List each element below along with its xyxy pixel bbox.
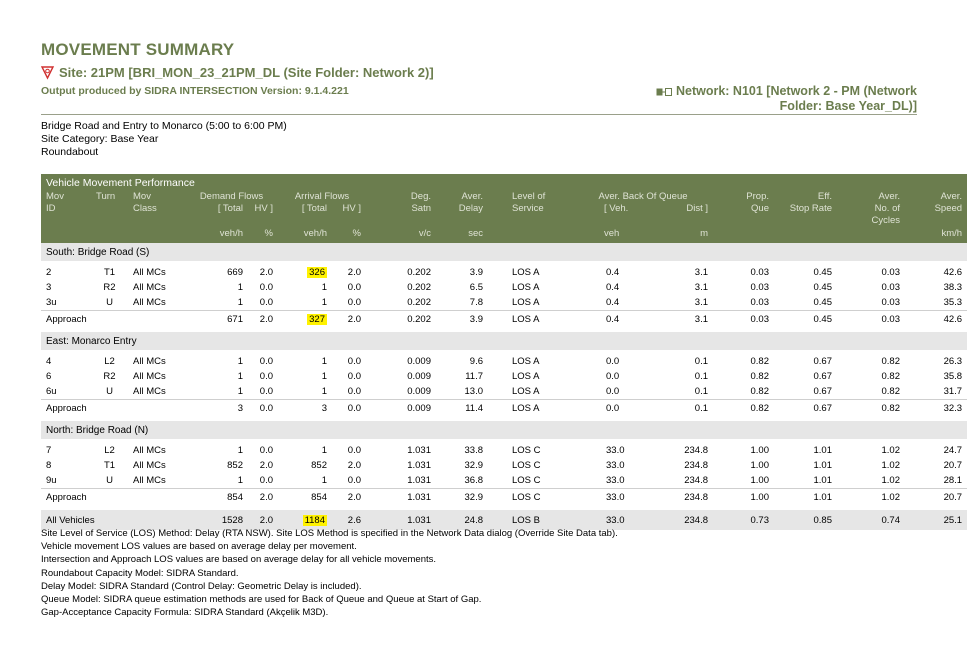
demand-total: 1	[237, 475, 243, 486]
los: LOS A	[512, 297, 540, 308]
speed: 28.1	[943, 475, 963, 486]
unit-demand-hv: %	[248, 227, 278, 243]
mov-id: 6u	[46, 386, 57, 397]
speed: 42.6	[905, 311, 967, 329]
header-delay-2: Delay	[436, 203, 488, 215]
speed: 35.8	[943, 371, 963, 382]
demand-hv: 2.0	[248, 489, 278, 507]
arrival-total-highlight: 327	[309, 314, 325, 325]
arrival-hv: 2.0	[332, 489, 366, 507]
note-line: Vehicle movement LOS values are based on average delay per movement.	[41, 541, 357, 553]
queue-veh: 33.0	[566, 489, 641, 507]
turn: T1	[103, 267, 116, 278]
header-stop-rate: Stop Rate	[774, 203, 837, 215]
demand-total: 1	[237, 445, 243, 456]
approach-name: South: Bridge Road (S)	[41, 243, 967, 261]
note-line: Site Level of Service (LOS) Method: Delay (RTA NSW). Site LOS Method is specified in the Network Data dialog (Override Site Data tab).	[41, 528, 618, 539]
speed: 26.3	[943, 356, 963, 367]
network-icon	[656, 88, 672, 96]
table-row	[41, 280, 967, 295]
turn: R2	[103, 282, 116, 293]
deg-satn: 0.009	[407, 371, 431, 382]
arrival-total-cell	[278, 311, 332, 329]
delay: 11.7	[465, 371, 483, 382]
table-row	[41, 458, 967, 473]
los: LOS B	[488, 510, 566, 530]
site-title: Site: 21PM [BRI_MON_23_21PM_DL (Site Folder: Network 2)]	[59, 65, 434, 80]
header-satn: Satn	[366, 203, 436, 215]
approach-row	[41, 311, 967, 329]
queue-dist: 0.1	[641, 400, 720, 418]
demand-hv: 0.0	[259, 282, 273, 293]
delay: 7.8	[469, 297, 483, 308]
delay: 3.9	[436, 311, 488, 329]
arrival-total: 854	[278, 489, 332, 507]
queue-veh: 0.0	[606, 386, 620, 397]
cycles: 0.03	[881, 282, 900, 293]
mov-class: All MCs	[133, 267, 166, 278]
queue-veh: 0.4	[606, 282, 620, 293]
demand-hv: 0.0	[259, 356, 273, 367]
cycles: 1.02	[881, 445, 900, 456]
mov-class: All MCs	[133, 386, 166, 397]
approach-name: East: Monarco Entry	[41, 332, 967, 350]
header-queue: Aver. Back Of Queue	[566, 191, 720, 203]
speed: 31.7	[943, 386, 963, 397]
deg-satn: 0.202	[366, 311, 436, 329]
header-no-of: No. of	[837, 203, 905, 215]
stop-rate: 0.67	[774, 400, 837, 418]
arrival-hv: 0.0	[347, 445, 361, 456]
queue-dist: 0.1	[694, 356, 708, 367]
cycles: 0.82	[837, 400, 905, 418]
approach-label: Approach	[41, 489, 185, 507]
stop-rate: 0.85	[774, 510, 837, 530]
mov-id: 6	[46, 371, 52, 382]
queue-dist: 234.8	[684, 475, 708, 486]
site-type: Roundabout	[41, 146, 99, 158]
table-row	[41, 295, 967, 311]
stop-rate: 0.67	[813, 356, 832, 367]
demand-hv: 0.0	[248, 400, 278, 418]
all-vehicles-label: All Vehicles	[41, 510, 185, 530]
unit-speed: km/h	[905, 227, 967, 243]
cycles: 1.02	[881, 460, 900, 471]
cycles: 0.82	[881, 356, 900, 367]
header-turn: Turn	[91, 191, 128, 203]
delay: 11.4	[436, 400, 488, 418]
arrival-hv: 0.0	[347, 371, 361, 382]
page-title: MOVEMENT SUMMARY	[41, 40, 235, 59]
queue-dist: 234.8	[641, 489, 720, 507]
vehicle-movement-table	[41, 174, 967, 530]
delay: 6.5	[469, 282, 483, 293]
turn: U	[106, 475, 113, 486]
header-cycles-3: Cycles	[837, 215, 905, 227]
cycles: 0.03	[881, 297, 900, 308]
arrival-hv: 0.0	[347, 282, 361, 293]
deg-satn: 0.009	[407, 356, 431, 367]
demand-total: 669	[227, 267, 243, 278]
deg-satn: 0.009	[407, 386, 431, 397]
speed: 24.7	[943, 445, 963, 456]
approach-name: North: Bridge Road (N)	[41, 421, 967, 439]
los: LOS C	[512, 475, 541, 486]
header-delay: Aver.	[436, 191, 488, 203]
header-class-2: Class	[128, 203, 185, 215]
prop-que: 1.00	[750, 475, 769, 486]
demand-total: 852	[227, 460, 243, 471]
arrival-total: 1	[321, 445, 327, 456]
header-divider	[41, 114, 917, 115]
unit-demand-total: veh/h	[185, 227, 248, 243]
speed: 32.3	[905, 400, 967, 418]
arrival-hv: 0.0	[347, 475, 361, 486]
arrival-hv: 2.6	[332, 510, 366, 530]
stop-rate: 1.01	[813, 445, 832, 456]
queue-dist: 0.1	[694, 386, 708, 397]
prop-que: 0.82	[750, 356, 769, 367]
demand-total: 671	[185, 311, 248, 329]
approach-section-header	[41, 421, 967, 439]
table-row	[41, 443, 967, 458]
speed: 42.6	[943, 267, 963, 278]
mov-id: 7	[46, 445, 52, 456]
arrival-hv: 2.0	[347, 460, 361, 471]
network-label	[656, 84, 917, 114]
mov-class: All MCs	[133, 356, 166, 367]
demand-hv: 2.0	[259, 460, 273, 471]
prop-que: 0.82	[720, 400, 774, 418]
cycles: 0.03	[881, 267, 900, 278]
demand-total: 854	[185, 489, 248, 507]
table-row	[41, 354, 967, 369]
header-demand-hv: HV ]	[248, 203, 278, 215]
roundabout-site-icon	[41, 66, 54, 79]
delay: 3.9	[469, 267, 483, 278]
demand-hv: 2.0	[259, 267, 273, 278]
queue-veh: 0.0	[606, 371, 620, 382]
prop-que: 0.03	[750, 267, 769, 278]
approach-label: Approach	[41, 400, 185, 418]
cycles: 0.03	[837, 311, 905, 329]
arrival-total-highlight: 1184	[304, 514, 325, 526]
header-class: Mov	[128, 191, 185, 203]
stop-rate: 0.67	[813, 386, 832, 397]
los: LOS C	[512, 445, 541, 456]
turn: U	[106, 297, 113, 308]
turn: T1	[103, 460, 116, 471]
queue-dist: 234.8	[641, 510, 720, 530]
queue-dist: 3.1	[694, 267, 708, 278]
notes	[41, 527, 618, 619]
los: LOS A	[512, 386, 540, 397]
turn: L2	[104, 445, 115, 456]
arrival-total: 1	[321, 371, 327, 382]
arrival-total: 1	[321, 297, 327, 308]
prop-que: 1.00	[750, 445, 769, 456]
arrival-total: 852	[311, 460, 327, 471]
note-line: Gap-Acceptance Capacity Formula: SIDRA Standard (Akçelik M3D).	[41, 607, 329, 619]
demand-hv: 0.0	[259, 371, 273, 382]
header-que: Que	[720, 203, 774, 215]
site-line	[41, 65, 434, 80]
output-line: Output produced by SIDRA INTERSECTION Version: 9.1.4.221	[41, 85, 349, 97]
speed: 20.7	[943, 460, 963, 471]
arrival-hv: 0.0	[347, 356, 361, 367]
demand-total: 1	[237, 356, 243, 367]
arrival-total-highlight: 326	[309, 267, 325, 278]
arrival-total: 1	[321, 475, 327, 486]
stop-rate: 1.01	[774, 489, 837, 507]
queue-dist: 234.8	[684, 460, 708, 471]
cycles: 1.02	[881, 475, 900, 486]
prop-que: 1.00	[750, 460, 769, 471]
prop-que: 0.73	[720, 510, 774, 530]
speed: 20.7	[905, 489, 967, 507]
queue-veh: 33.0	[566, 510, 641, 530]
header-cycles: Aver.	[837, 191, 905, 203]
header-prop: Prop.	[720, 191, 774, 203]
demand-hv: 0.0	[259, 475, 273, 486]
queue-veh: 0.4	[606, 267, 620, 278]
prop-que: 0.03	[750, 282, 769, 293]
stop-rate: 0.45	[813, 267, 832, 278]
approach-section-header	[41, 243, 967, 261]
los: LOS A	[512, 371, 540, 382]
demand-total: 1	[237, 297, 243, 308]
queue-dist: 3.1	[694, 282, 708, 293]
table-row	[41, 265, 967, 280]
demand-hv: 0.0	[259, 386, 273, 397]
mov-id: 8	[46, 460, 52, 471]
turn: R2	[103, 371, 116, 382]
cycles: 0.82	[881, 386, 900, 397]
site-description: Bridge Road and Entry to Monarco (5:00 to 6:00 PM)	[41, 120, 287, 132]
turn: U	[106, 386, 113, 397]
approach-section-header	[41, 332, 967, 350]
los: LOS C	[512, 460, 541, 471]
header-arrival-hv: HV ]	[332, 203, 366, 215]
stop-rate: 1.01	[813, 475, 832, 486]
arrival-hv: 0.0	[332, 400, 366, 418]
demand-total: 1	[237, 371, 243, 382]
header-service: Service	[488, 203, 566, 215]
table-title: Vehicle Movement Performance	[41, 174, 967, 191]
approach-row	[41, 489, 967, 507]
unit-arrival-total: veh/h	[278, 227, 332, 243]
los: LOS A	[512, 282, 540, 293]
demand-total: 3	[185, 400, 248, 418]
delay: 13.0	[464, 386, 483, 397]
mov-id: 2	[46, 267, 52, 278]
demand-hv: 2.0	[248, 311, 278, 329]
unit-delay: sec	[436, 227, 488, 243]
mov-class: All MCs	[133, 445, 166, 456]
turn: L2	[104, 356, 115, 367]
delay: 9.6	[469, 356, 483, 367]
header-demand: Demand Flows	[185, 191, 278, 203]
los: LOS A	[512, 356, 540, 367]
delay: 36.8	[464, 475, 483, 486]
queue-veh: 0.0	[566, 400, 641, 418]
network-line-1: Network: N101 [Network 2 - PM (Network	[675, 84, 917, 98]
cycles: 0.74	[837, 510, 905, 530]
header-demand-total: [ Total	[185, 203, 248, 215]
stop-rate: 0.67	[813, 371, 832, 382]
header-queue-dist: Dist ]	[641, 203, 720, 215]
arrival-hv: 2.0	[332, 311, 366, 329]
delay: 32.9	[436, 489, 488, 507]
demand-total: 1528	[185, 510, 248, 530]
site-info	[41, 120, 287, 159]
header-los: Level of	[488, 191, 566, 203]
deg-satn: 0.009	[366, 400, 436, 418]
arrival-hv: 0.0	[347, 297, 361, 308]
demand-hv: 0.0	[259, 297, 273, 308]
deg-satn: 1.031	[407, 445, 431, 456]
unit-queue-dist: m	[641, 227, 720, 243]
deg-satn: 1.031	[407, 475, 431, 486]
demand-hv: 0.0	[259, 445, 273, 456]
demand-total: 1	[237, 282, 243, 293]
deg-satn: 0.202	[407, 297, 431, 308]
queue-dist: 3.1	[641, 311, 720, 329]
arrival-hv: 2.0	[347, 267, 361, 278]
queue-veh: 33.0	[606, 445, 625, 456]
los: LOS A	[488, 400, 566, 418]
unit-deg: v/c	[366, 227, 436, 243]
arrival-total: 1	[321, 386, 327, 397]
arrival-total: 1	[321, 356, 327, 367]
prop-que: 0.82	[750, 371, 769, 382]
queue-veh: 33.0	[606, 475, 625, 486]
mov-class: All MCs	[133, 460, 166, 471]
header-arrival: Arrival Flows	[278, 191, 366, 203]
note-line: Roundabout Capacity Model: SIDRA Standard.	[41, 567, 239, 579]
los: LOS C	[488, 489, 566, 507]
prop-que: 1.00	[720, 489, 774, 507]
stop-rate: 0.45	[774, 311, 837, 329]
mov-class: All MCs	[133, 282, 166, 293]
speed: 38.3	[943, 282, 963, 293]
mov-id: 9u	[46, 475, 57, 486]
header-arrival-total: [ Total	[278, 203, 332, 215]
demand-hv: 2.0	[248, 510, 278, 530]
network-line-2: Folder: Base Year_DL)]	[779, 99, 917, 113]
mov-class: All MCs	[133, 297, 166, 308]
arrival-total: 3	[278, 400, 332, 418]
header-deg: Deg.	[366, 191, 436, 203]
queue-veh: 0.0	[606, 356, 620, 367]
prop-que: 0.03	[750, 297, 769, 308]
deg-satn: 1.031	[366, 489, 436, 507]
queue-veh: 0.4	[566, 311, 641, 329]
mov-class: All MCs	[133, 371, 166, 382]
prop-que: 0.03	[720, 311, 774, 329]
site-category: Site Category: Base Year	[41, 133, 159, 145]
queue-dist: 3.1	[694, 297, 708, 308]
deg-satn: 1.031	[407, 460, 431, 471]
los: LOS A	[512, 267, 540, 278]
cycles: 0.82	[881, 371, 900, 382]
delay: 32.9	[464, 460, 483, 471]
approach-label: Approach	[41, 311, 185, 329]
speed: 25.1	[905, 510, 967, 530]
stop-rate: 0.45	[813, 297, 832, 308]
note-line: Intersection and Approach LOS values are based on average delay for all vehicle movements.	[41, 554, 437, 566]
deg-satn: 1.031	[366, 510, 436, 530]
stop-rate: 0.45	[813, 282, 832, 293]
deg-satn: 0.202	[407, 267, 431, 278]
queue-dist: 0.1	[694, 371, 708, 382]
mov-class: All MCs	[133, 475, 166, 486]
header-id: ID	[41, 203, 91, 215]
mov-id: 3	[46, 282, 52, 293]
speed: 35.3	[943, 297, 963, 308]
queue-dist: 234.8	[684, 445, 708, 456]
table-row	[41, 384, 967, 400]
approach-row	[41, 400, 967, 418]
stop-rate: 1.01	[813, 460, 832, 471]
table-row	[41, 369, 967, 384]
arrival-total-cell	[278, 265, 332, 280]
header-mov: Mov	[41, 191, 91, 203]
demand-total: 1	[237, 386, 243, 397]
queue-veh: 0.4	[606, 297, 620, 308]
mov-id: 4	[46, 356, 52, 367]
los: LOS A	[488, 311, 566, 329]
unit-queue-veh: veh	[566, 227, 641, 243]
table-row	[41, 473, 967, 489]
delay: 24.8	[436, 510, 488, 530]
header-eff: Eff.	[774, 191, 837, 203]
arrival-total: 1	[321, 282, 327, 293]
cycles: 1.02	[837, 489, 905, 507]
unit-arrival-hv: %	[332, 227, 366, 243]
header-speed-2: Speed	[905, 203, 967, 215]
delay: 33.8	[464, 445, 483, 456]
note-line: Delay Model: SIDRA Standard (Control Delay: Geometric Delay is included).	[41, 580, 362, 592]
prop-que: 0.82	[750, 386, 769, 397]
arrival-hv: 0.0	[347, 386, 361, 397]
header-speed: Aver.	[905, 191, 967, 203]
queue-veh: 33.0	[606, 460, 625, 471]
mov-id: 3u	[46, 297, 57, 308]
note-line: Queue Model: SIDRA queue estimation methods are used for Back of Queue and Queue at Start of Gap.	[41, 594, 482, 606]
deg-satn: 0.202	[407, 282, 431, 293]
header-queue-veh: [ Veh.	[566, 203, 641, 215]
